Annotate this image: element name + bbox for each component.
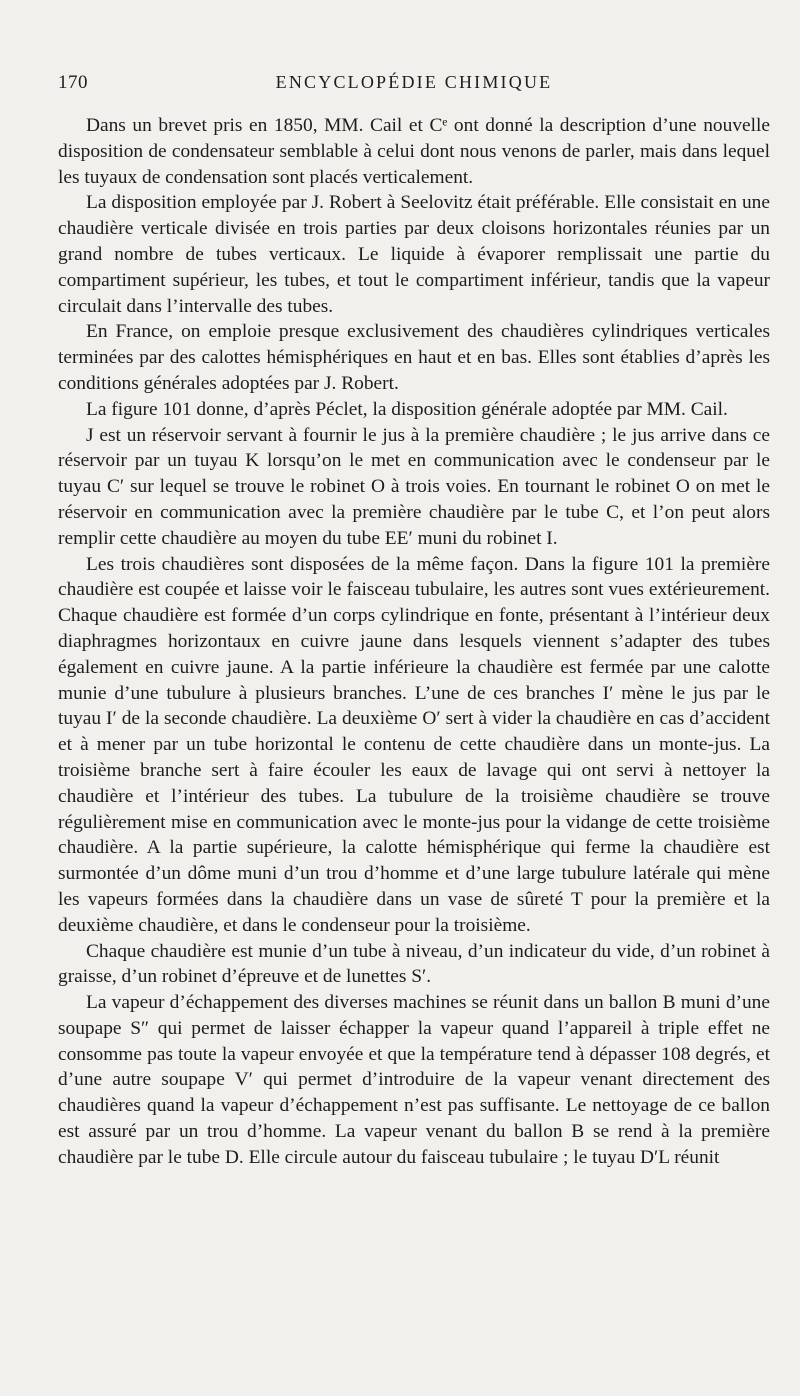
paragraph-boiler-fittings: Chaque chaudière est munie d’un tube à niveau, d’un indicateur du vide, d’un robinet à graisse, d’un robinet d’épreuve et de lunettes S′. <box>58 940 770 988</box>
paragraph-three-boilers: Les trois chaudières sont disposées de la même façon. Dans la figure 101 la première chaudière est coupée et laisse voir le faisceau tubulaire, les autres sont vues extérieurement. Chaque chaudière est formée d’un corps cylindrique en fonte, présentant à l’intérieur deux diaphragmes horizontaux en cuivre jaune dans lesquels viennent s’adapter des tubes également en cuivre jaune. A la partie inférieure la chaudière est fermée par une calotte munie d’une tubulure à plusieurs branches. L’une de ces branches I′ mène le jus par le tuyau I′ de la seconde chaudière. La deuxième O′ sert à vider la chaudière en cas d’accident et à mener par un tube horizontal le contenu de cette chaudière dans un monte-jus. La troisième branche sert à faire écouler les eaux de lavage qui ont servi à nettoyer la chaudière et l’intérieur des tubes. La tubulure de la troisième chaudière se trouve régulièrement mise en communication avec le monte-jus pour la vidange de cette troisième chaudière. A la partie supérieure, la calotte hémisphérique qui ferme la chaudière est surmontée d’un dôme muni d’un trou d’homme et d’une large tubulure latérale qui mène les vapeurs formées dans la chaudière dans un vase de sûreté T pour la première et la deuxième chaudière, et dans le condenseur pour la troisième. <box>58 553 770 936</box>
paragraph-france-boilers: En France, on emploie presque exclusivement des chaudières cylindriques verticales terminées par des calottes hémisphériques en haut et en bas. Elles sont établies d’après les conditions générales adoptées par J. Robert. <box>58 321 770 394</box>
running-head: ENCYCLOPÉDIE CHIMIQUE <box>275 72 553 92</box>
body-text <box>58 113 770 1171</box>
page-header <box>58 72 770 96</box>
paragraph-exhaust-steam: La vapeur d’échappement des diverses machines se réunit dans un ballon B muni d’une soupape S″ qui permet de laisser échapper la vapeur quand l’appareil à triple effet ne consomme pas toute la vapeur envoyée et que la température tend à dépasser 108 degrés, et d’une autre soupape V′ qui permet d’introduire de la vapeur venant directement des chaudières quand la vapeur d’échappement n’est pas suffisante. Le nettoyage de ce ballon est assuré par un trou d’homme. La vapeur venant du ballon B se rend à la première chaudière par le tube D. Elle circule autour du faisceau tubulaire ; le tuyau D′L réunit <box>58 992 770 1168</box>
paragraph-condenser-patent: Dans un brevet pris en 1850, MM. Cail et Cᵉ ont donné la description d’une nouvelle disposition de condensateur semblable à celui dont nous venons de parler, mais dans lequel les tuyaux de condensation sont placés verticalement. <box>58 115 770 188</box>
paragraph-reservoir-j: J est un réservoir servant à fournir le jus à la première chaudière ; le jus arrive dans ce réservoir par un tuyau K lorsqu’on le met en communication avec le condenseur par le tuyau C′ sur lequel se trouve le robinet O à trois voies. En tournant le robinet O on met le réservoir en communication avec la première chaudière par le tube C, et l’on peut alors remplir cette chaudière au moyen du tube EE′ muni du robinet I. <box>58 424 770 549</box>
paragraph-robert-disposition: La disposition employée par J. Robert à Seelovitz était préférable. Elle consistait en une chaudière verticale divisée en trois parties par deux cloisons horizontales réunies par un grand nombre de tubes verticaux. Le liquide à évaporer remplissait une partie du compartiment supérieur, les tubes, et tout le compartiment inférieur, tandis que la vapeur circulait dans l’intervalle des tubes. <box>58 192 770 317</box>
paragraph-figure-101: La figure 101 donne, d’après Péclet, la disposition générale adoptée par MM. Cail. <box>86 398 728 420</box>
page-number: 170 <box>58 72 88 93</box>
